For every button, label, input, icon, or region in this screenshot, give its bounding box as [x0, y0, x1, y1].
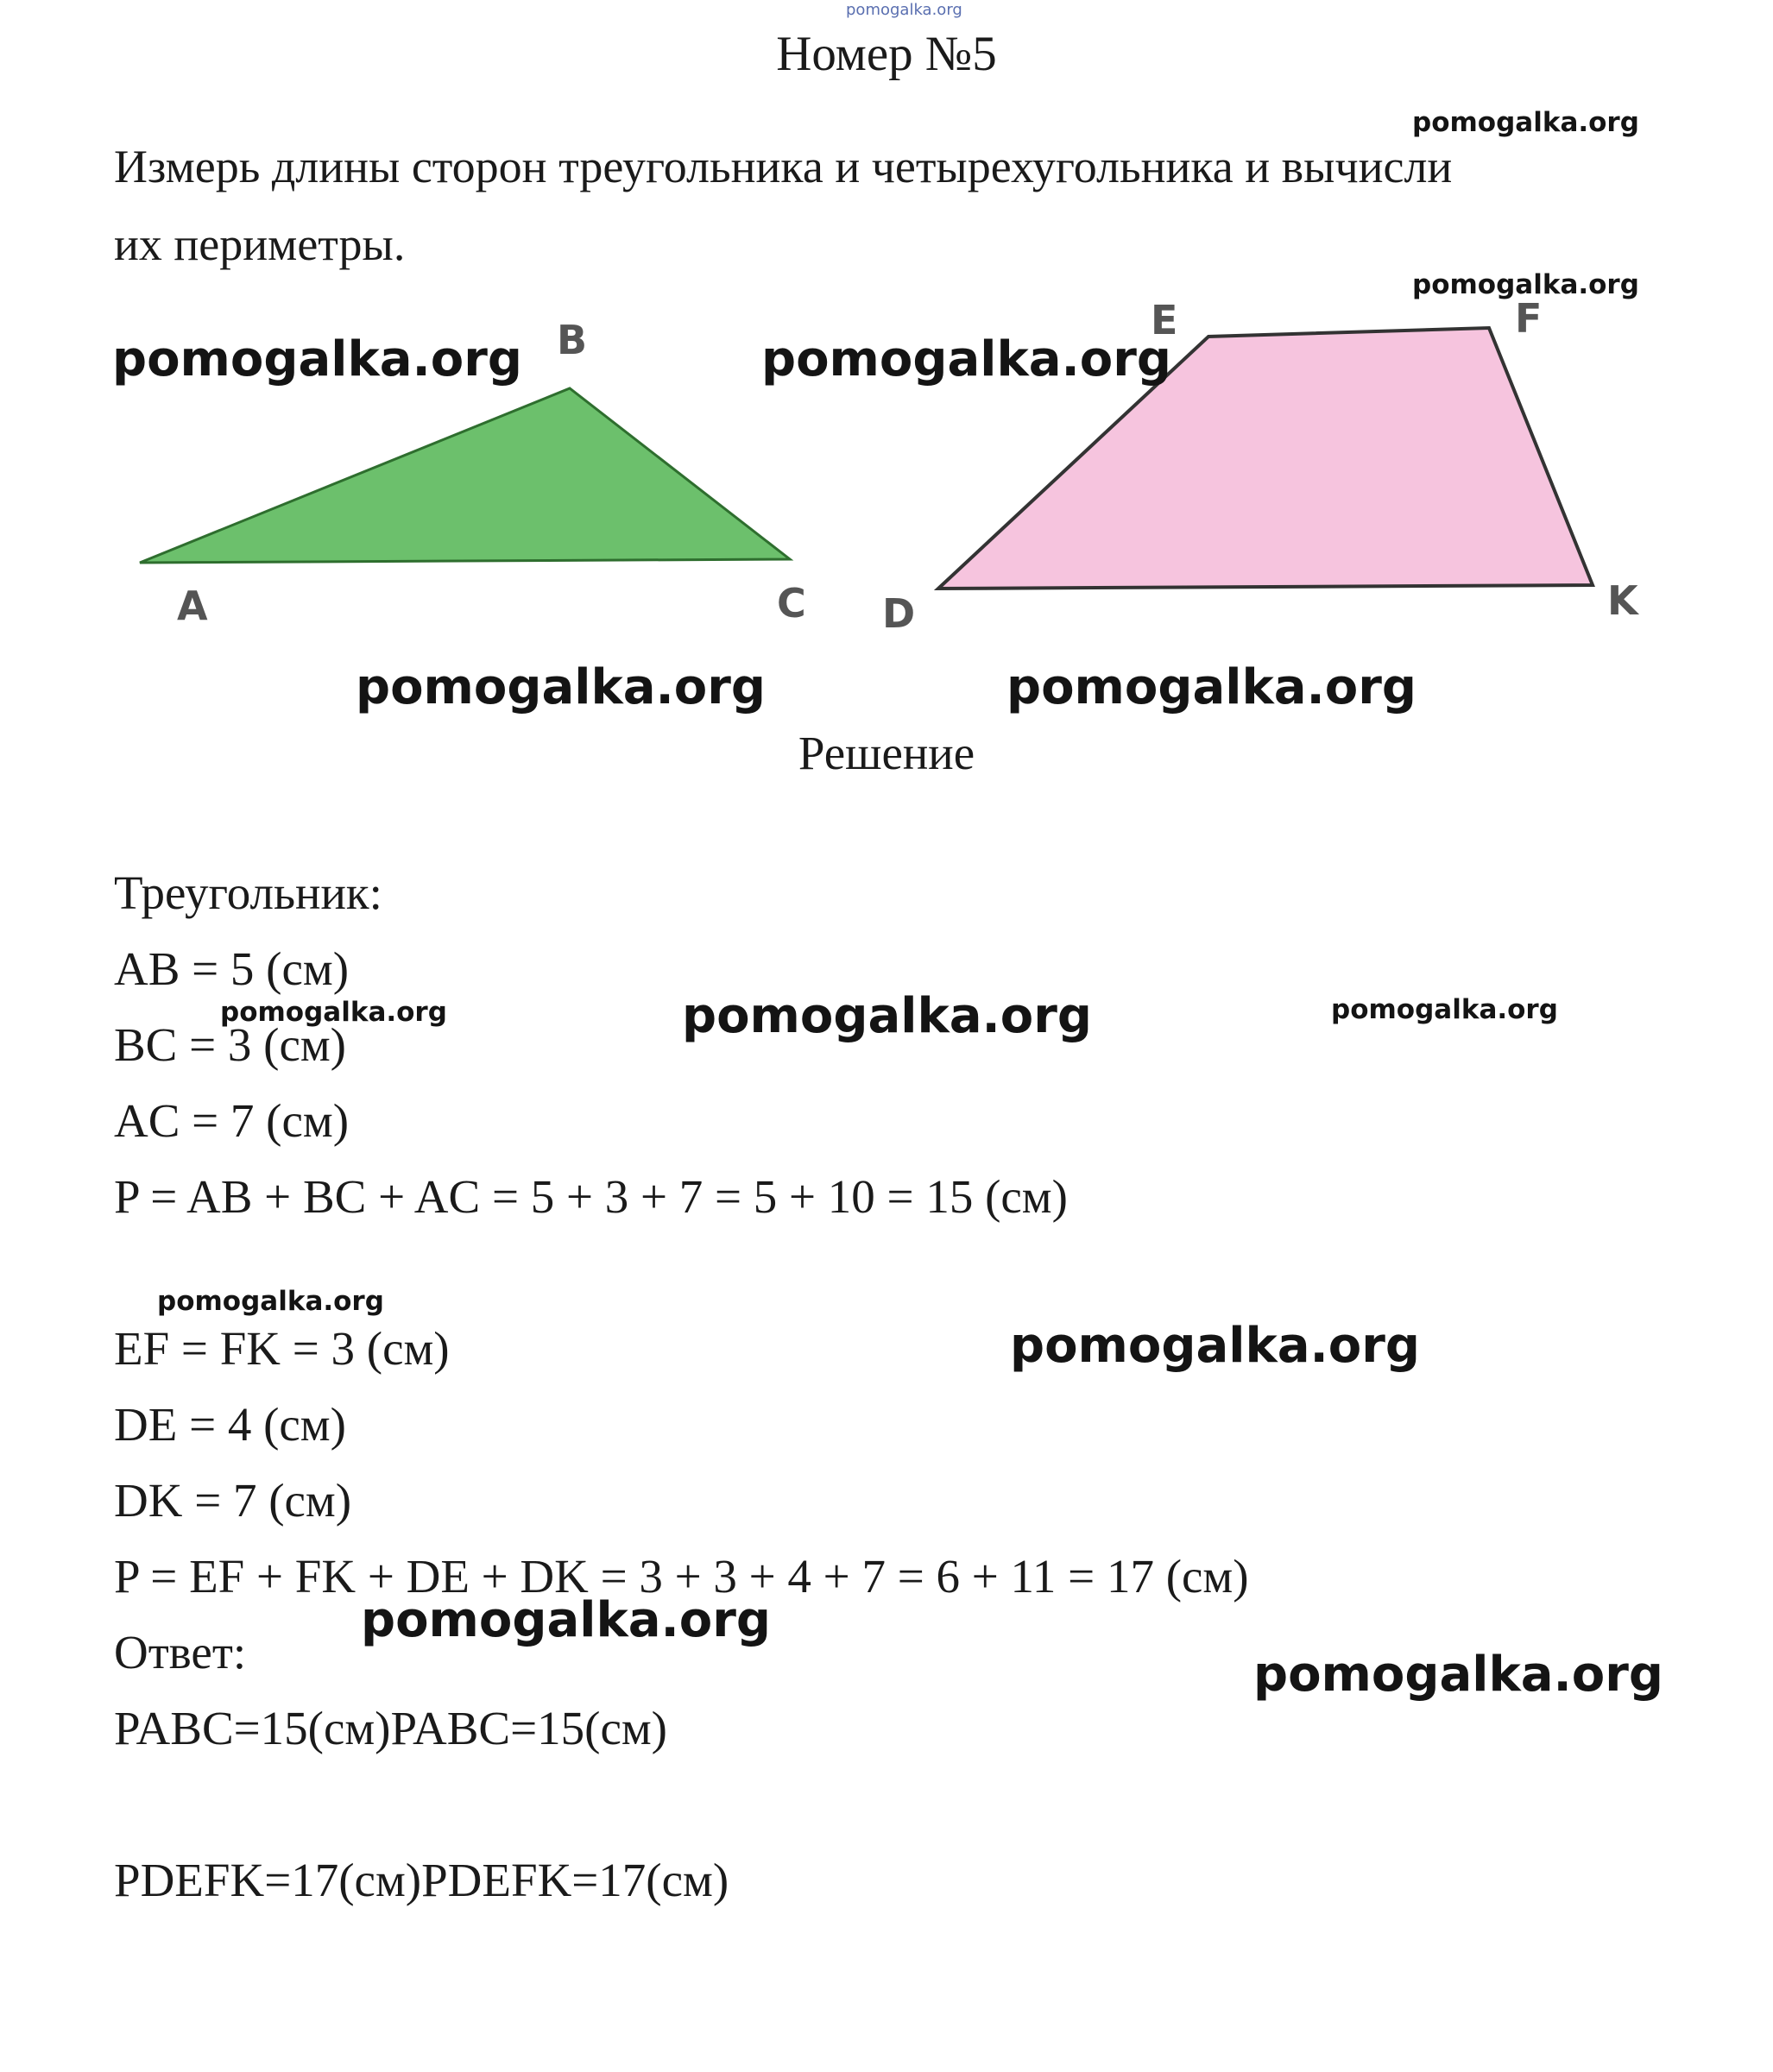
answer-quadrilateral: PDEFK=17(см)PDEFK=17(см)	[114, 1854, 729, 1906]
triangle-heading: Треугольник:	[114, 866, 382, 919]
watermark: pomogalka.org	[157, 1286, 384, 1317]
task-line-2: их периметры.	[114, 218, 406, 270]
watermark: pomogalka.org	[682, 988, 1092, 1044]
quad-perimeter: P = EF + FK + DE + DK = 3 + 3 + 4 + 7 = 6 + 11 = 17 (см)	[114, 1550, 1249, 1603]
watermark: pomogalka.org	[1412, 107, 1639, 138]
label-e: E	[1151, 297, 1178, 343]
triangle-perimeter: P = AB + BC + AC = 5 + 3 + 7 = 5 + 10 = 15 (см)	[114, 1170, 1068, 1223]
task-line-1: Измерь длины сторон треугольника и четырехугольника и вычисли	[114, 141, 1453, 192]
watermark: pomogalka.org	[112, 331, 522, 387]
watermark: pomogalka.org	[1331, 994, 1558, 1025]
answer-triangle: PABC=15(см)PABC=15(см)	[114, 1702, 667, 1754]
watermark: pomogalka.org	[220, 997, 447, 1028]
label-f: F	[1515, 295, 1543, 342]
label-c: C	[777, 580, 806, 627]
label-k: K	[1607, 577, 1638, 624]
quad-line-dk: DK = 7 (см)	[114, 1474, 352, 1527]
label-a: A	[177, 583, 208, 629]
solution-heading: Решение	[798, 727, 975, 779]
watermark: pomogalka.org	[356, 659, 766, 715]
triangle-line-ac: AC = 7 (см)	[114, 1094, 350, 1147]
watermark: pomogalka.org	[1006, 659, 1417, 715]
triangle-line-ab: AB = 5 (см)	[114, 942, 350, 995]
watermark: pomogalka.org	[1253, 1647, 1663, 1703]
quad-line-ef-fk: EF = FK = 3 (см)	[114, 1322, 450, 1375]
watermark: pomogalka.org	[761, 331, 1171, 387]
label-d: D	[882, 590, 916, 637]
triangle-line-bc: BC = 3 (см)	[114, 1018, 346, 1071]
quad-line-de: DE = 4 (см)	[114, 1398, 346, 1451]
watermark: pomogalka.org	[1010, 1318, 1420, 1374]
watermark-top: pomogalka.org	[846, 1, 962, 19]
watermark: pomogalka.org	[361, 1592, 771, 1648]
label-b: B	[557, 317, 588, 363]
watermark: pomogalka.org	[1412, 269, 1639, 300]
triangle-abc	[140, 388, 790, 563]
page-title: Номер №5	[776, 27, 997, 81]
answer-label: Ответ:	[114, 1626, 247, 1678]
